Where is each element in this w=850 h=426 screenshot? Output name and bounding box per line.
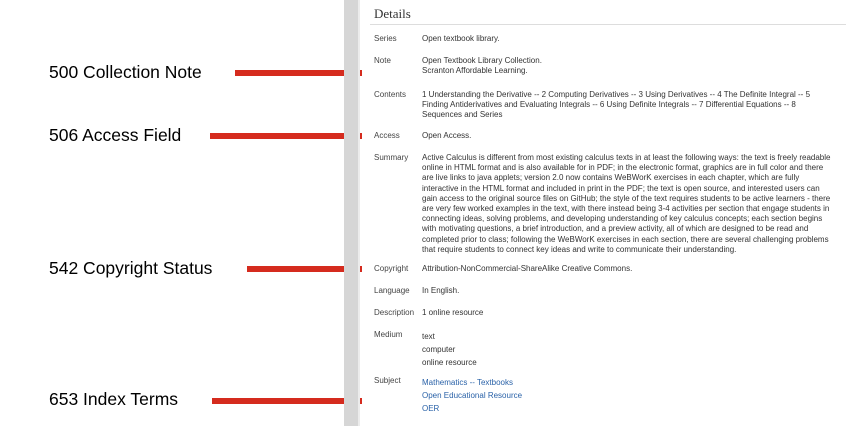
field-value-access (422, 131, 842, 141)
page-sidebar-bar (344, 0, 358, 426)
summary-line: gain access to the original source files on GitHub; the style of the text requires students to be active learners - there (422, 193, 831, 203)
summary-line: completed prior to class; following the WeBWorK exercises in each section, there are several challenging problems (422, 234, 829, 244)
field-label-medium: Medium (374, 330, 403, 339)
field-label-subject: Subject (374, 376, 401, 385)
field-value-series (422, 34, 842, 44)
copyright-line: Attribution-NonCommercial-ShareAlike Creative Commons. (422, 264, 633, 273)
annotation-index-terms: 653 Index Terms (49, 389, 179, 409)
field-value-contents (422, 90, 842, 121)
field-label-contents: Contents (374, 90, 407, 99)
summary-line: connecting ideas, solving problems, and developing understanding of key calculus concepts; each section begins (422, 214, 823, 224)
field-value-summary (422, 153, 842, 255)
details-heading: Details (374, 6, 411, 21)
page-sidebar-edge (358, 0, 360, 426)
summary-line: Active Calculus is different from most existing calculus texts in at least the following ways: the text is freely readable (422, 153, 831, 162)
contents-line: Sequences and Series (422, 110, 503, 120)
note-line: Open Textbook Library Collection. (422, 56, 542, 65)
field-label-access: Access (374, 131, 400, 140)
contents-line: 1 Understanding the Derivative -- 2 Computing Derivatives -- 3 Using Derivatives -- 4 The Definite Integral -- 5 (422, 90, 811, 99)
summary-line: with motivating questions, a brief introduction, and a preview activity, all of which are designed to be read and (422, 224, 809, 234)
contents-line: Finding Antiderivatives and Evaluating Integrals -- 6 Using Definite Integrals -- 7 Differential Equations -- 8 (422, 100, 796, 110)
field-value-description (422, 308, 842, 318)
field-value-medium (422, 330, 842, 369)
field-label-language: Language (374, 286, 410, 295)
subject-link-mathematics-textbooks[interactable]: Mathematics -- Textbooks (422, 378, 513, 387)
field-label-description: Description (374, 308, 415, 317)
field-value-copyright (422, 264, 842, 274)
details-panel (362, 0, 850, 426)
medium-line: online resource (422, 358, 477, 367)
field-value-subject (422, 376, 842, 415)
field-value-note (422, 56, 842, 76)
summary-line: are live links to java applets; version 2.0 now contains WeBWorK exercises in each chapter, which are fully (422, 173, 800, 183)
subject-link-oer[interactable]: OER (422, 404, 440, 413)
annotation-access-field: 506 Access Field (49, 125, 182, 145)
summary-line: online in HTML format and is also available for in PDF; in the electronic format, graphics are in full color and there (422, 163, 824, 173)
series-line: Open textbook library. (422, 34, 500, 43)
heading-divider (370, 24, 846, 25)
annotation-copyright-status: 542 Copyright Status (49, 258, 213, 278)
medium-line: text (422, 332, 435, 341)
field-value-language (422, 286, 842, 296)
medium-line: computer (422, 345, 456, 354)
summary-line: interactive in the HTML format and included in print in the PDF; the text is open source, and interested users can (422, 183, 820, 193)
annotation-collection-note: 500 Collection Note (49, 62, 202, 82)
access-line: Open Access. (422, 131, 472, 140)
field-label-series: Series (374, 34, 397, 43)
summary-line: are very few worked examples in the text, with there instead being 3-4 activities per section that engage students in (422, 204, 830, 214)
field-label-summary: Summary (374, 153, 409, 162)
subject-link-open-educational-resource[interactable]: Open Educational Resource (422, 391, 523, 400)
note-line: Scranton Affordable Learning. (422, 66, 528, 76)
field-label-copyright: Copyright (374, 264, 409, 273)
field-label-note: Note (374, 56, 391, 65)
language-line: In English. (422, 286, 460, 295)
summary-line: that require students to connect key ideas and write to communicate their understanding. (422, 244, 737, 254)
description-line: 1 online resource (422, 308, 484, 317)
